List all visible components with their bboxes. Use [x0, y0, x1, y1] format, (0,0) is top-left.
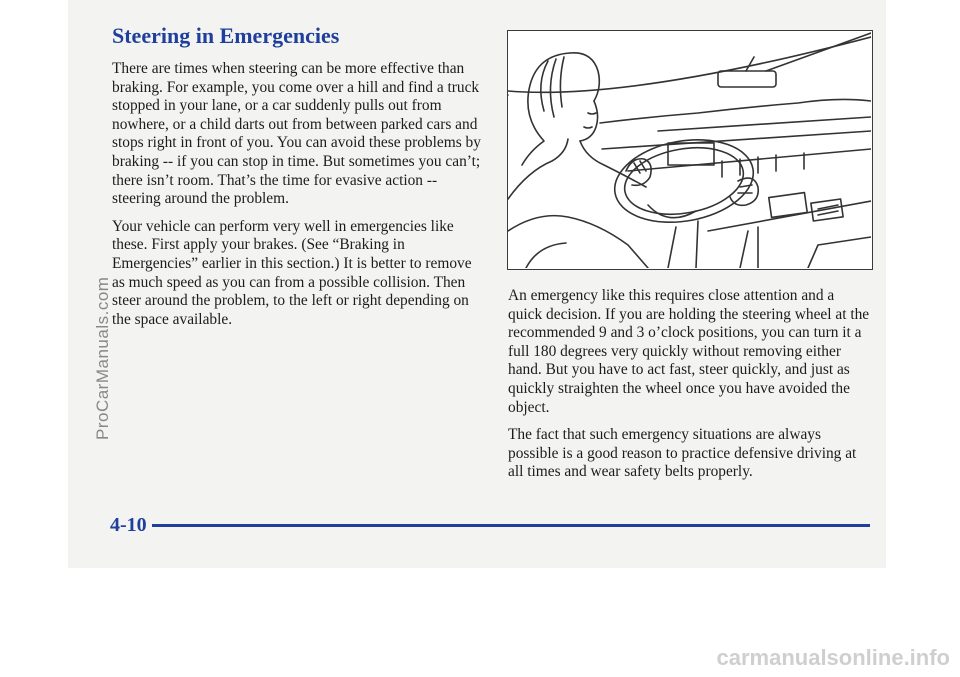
- right-text-column: [508, 287, 872, 491]
- driver-steering-illustration: [507, 30, 873, 270]
- paragraph: Your vehicle can perform very well in emergencies like these. First apply your brakes. (See “Braking in Emergencies” earlier in this section.) It is better to remove as much speed as you can from a possible collision. Then steer around the problem, to the left or right depending on the space available.: [112, 217, 472, 328]
- page-number: 4-10: [110, 514, 147, 536]
- paragraph: The fact that such emergency situations are always possible is a good reason to practice defensive driving at all times and wear safety belts properly.: [508, 426, 857, 481]
- steering-line-drawing: [508, 31, 871, 268]
- footer-rule: [152, 524, 870, 527]
- left-text-column: [112, 60, 484, 338]
- paragraph: There are times when steering can be more effective than braking. For example, you come over a hill and find a truck stopped in your lane, or a car suddenly pulls out from nowhere, or a child darts out from between parked cars and stops right in front of you. You can avoid these problems by braking -- if you can stop in time. But sometimes you can’t; there isn’t room. That’s the time for evasive action -- steering around the problem.: [112, 60, 481, 208]
- side-watermark: ProCarManuals.com: [93, 276, 112, 440]
- paragraph: An emergency like this requires close attention and a quick decision. If you are holding the steering wheel at the recommended 9 and 3 o’clock positions, you can turn it a full 180 degrees very quickly without removing either hand. But you have to act fast, steer quickly, and just as quickly straighten the wheel once you have avoided the object.: [508, 287, 870, 416]
- section-heading: Steering in Emergencies: [112, 23, 340, 48]
- site-footer-link[interactable]: carmanualsonline.info: [716, 645, 950, 670]
